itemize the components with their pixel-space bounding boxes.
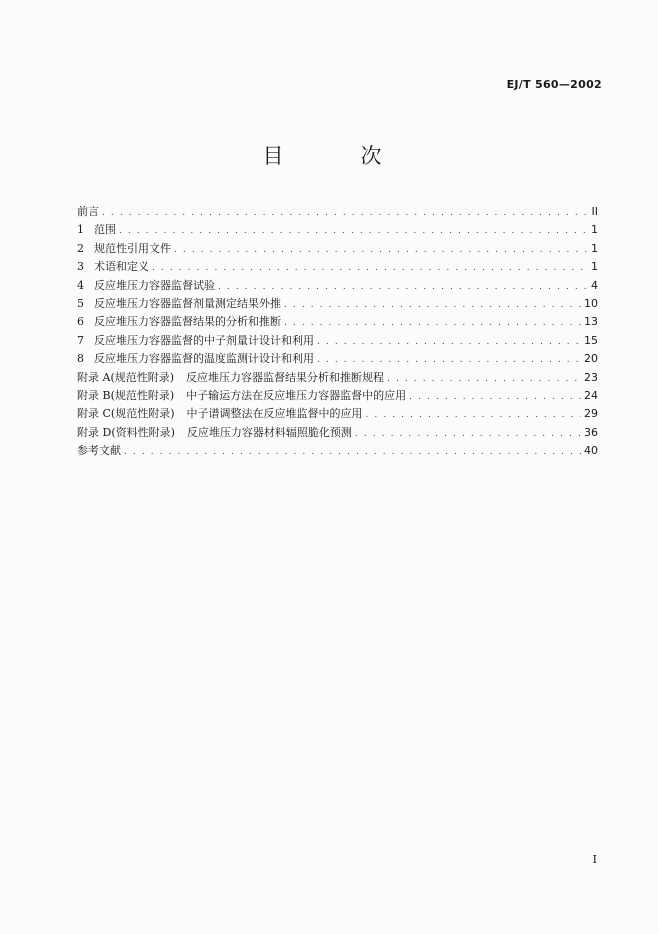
toc-entry-number: 2: [77, 241, 84, 255]
toc-entry-title: 反应堆压力容器监督的中子剂量计设计和利用: [94, 333, 314, 347]
toc-entry-title: 前言: [77, 205, 99, 218]
toc-entry-title: 反应堆压力容器监督结果的分析和推断: [94, 315, 281, 329]
toc-entry-number: 4: [77, 278, 84, 292]
toc-entry-title: 参考文献: [77, 444, 121, 458]
toc-entry-title: 反应堆压力容器监督的温度监测计设计和利用: [94, 352, 314, 366]
toc-entry-title: 反应堆压力容器监督试验: [94, 278, 215, 292]
toc-entry-title: 中子输运方法在反应堆压力容器监督中的应用: [186, 388, 407, 402]
toc-entry-page: 4: [591, 278, 598, 292]
toc-entry-number: 1: [77, 223, 84, 237]
toc-entry-number: 7: [77, 333, 84, 347]
toc-dot-leader: [366, 410, 582, 420]
toc-entry-title: 规范性引用文件: [94, 241, 171, 255]
toc-entry[interactable]: [77, 313, 598, 331]
toc-entry-page: 15: [584, 333, 598, 347]
toc-entry[interactable]: [77, 442, 598, 460]
toc-entry-title: 反应堆压力容器监督剂量测定结果外推: [94, 296, 281, 310]
toc-entry[interactable]: [77, 405, 598, 423]
toc-entry[interactable]: [77, 203, 598, 221]
toc-entry-page: II: [591, 205, 598, 218]
toc-entry-title: 反应堆压力容器材料辐照脆化预测: [186, 425, 352, 439]
toc-dot-leader: [124, 447, 581, 457]
toc-entry-number: 6: [77, 315, 84, 329]
toc-entry-page: 1: [591, 241, 598, 255]
toc-entry-page: 29: [584, 407, 598, 421]
toc-entry[interactable]: [77, 258, 598, 276]
toc-entry[interactable]: [77, 277, 598, 295]
toc-entry-title: 中子谱调整法在反应堆监督中的应用: [186, 407, 363, 421]
toc-dot-leader: [218, 282, 588, 292]
toc-entry-number: 3: [77, 260, 84, 274]
toc-entry[interactable]: [77, 387, 598, 405]
toc-entry[interactable]: [77, 369, 598, 387]
toc-dot-leader: [355, 429, 581, 439]
toc-entry-annex-label: 附录 D(资料性附录): [77, 425, 175, 439]
toc-entry-annex-label: 附录 B(规范性附录): [77, 388, 175, 402]
toc-entry-page: 10: [584, 296, 598, 310]
toc-title: 目 次: [262, 144, 410, 168]
toc-entry-annex-label: 附录 A(规范性附录): [77, 370, 175, 384]
toc-entry[interactable]: [77, 295, 598, 313]
toc-dot-leader: [174, 245, 588, 255]
toc-entry-page: 20: [584, 352, 598, 366]
toc-entry[interactable]: [77, 424, 598, 442]
document-code: EJ/T 560—2002: [506, 78, 602, 91]
toc-dot-leader: [284, 300, 581, 310]
toc-entry-title: 范围: [94, 223, 116, 237]
toc-entry-number: 8: [77, 352, 84, 366]
toc-entry-page: 1: [591, 260, 598, 274]
toc-dot-leader: [119, 226, 588, 236]
toc-dot-leader: [284, 318, 581, 328]
toc-entry-page: 40: [584, 444, 598, 458]
toc-entry-number: 5: [77, 296, 84, 310]
toc-entry[interactable]: [77, 332, 598, 350]
toc-entry-page: 23: [584, 370, 598, 384]
toc-entry[interactable]: [77, 350, 598, 368]
toc-dot-leader: [317, 337, 581, 347]
page-number: I: [592, 853, 597, 866]
toc-entry-page: 13: [584, 315, 598, 329]
table-of-contents: [77, 203, 598, 460]
toc-entry-page: 1: [591, 223, 598, 237]
toc-dot-leader: [387, 374, 581, 384]
toc-dot-leader: [409, 392, 581, 402]
toc-dot-leader: [152, 263, 588, 273]
toc-entry-page: 24: [584, 388, 598, 402]
toc-entry[interactable]: [77, 221, 598, 239]
toc-entry-title: 术语和定义: [94, 260, 149, 274]
toc-entry-page: 36: [584, 425, 598, 439]
toc-entry-title: 反应堆压力容器监督结果分析和推断规程: [186, 370, 385, 384]
toc-dot-leader: [102, 208, 589, 218]
toc-entry-annex-label: 附录 C(规范性附录): [77, 407, 175, 421]
toc-entry[interactable]: [77, 240, 598, 258]
toc-dot-leader: [317, 355, 581, 365]
